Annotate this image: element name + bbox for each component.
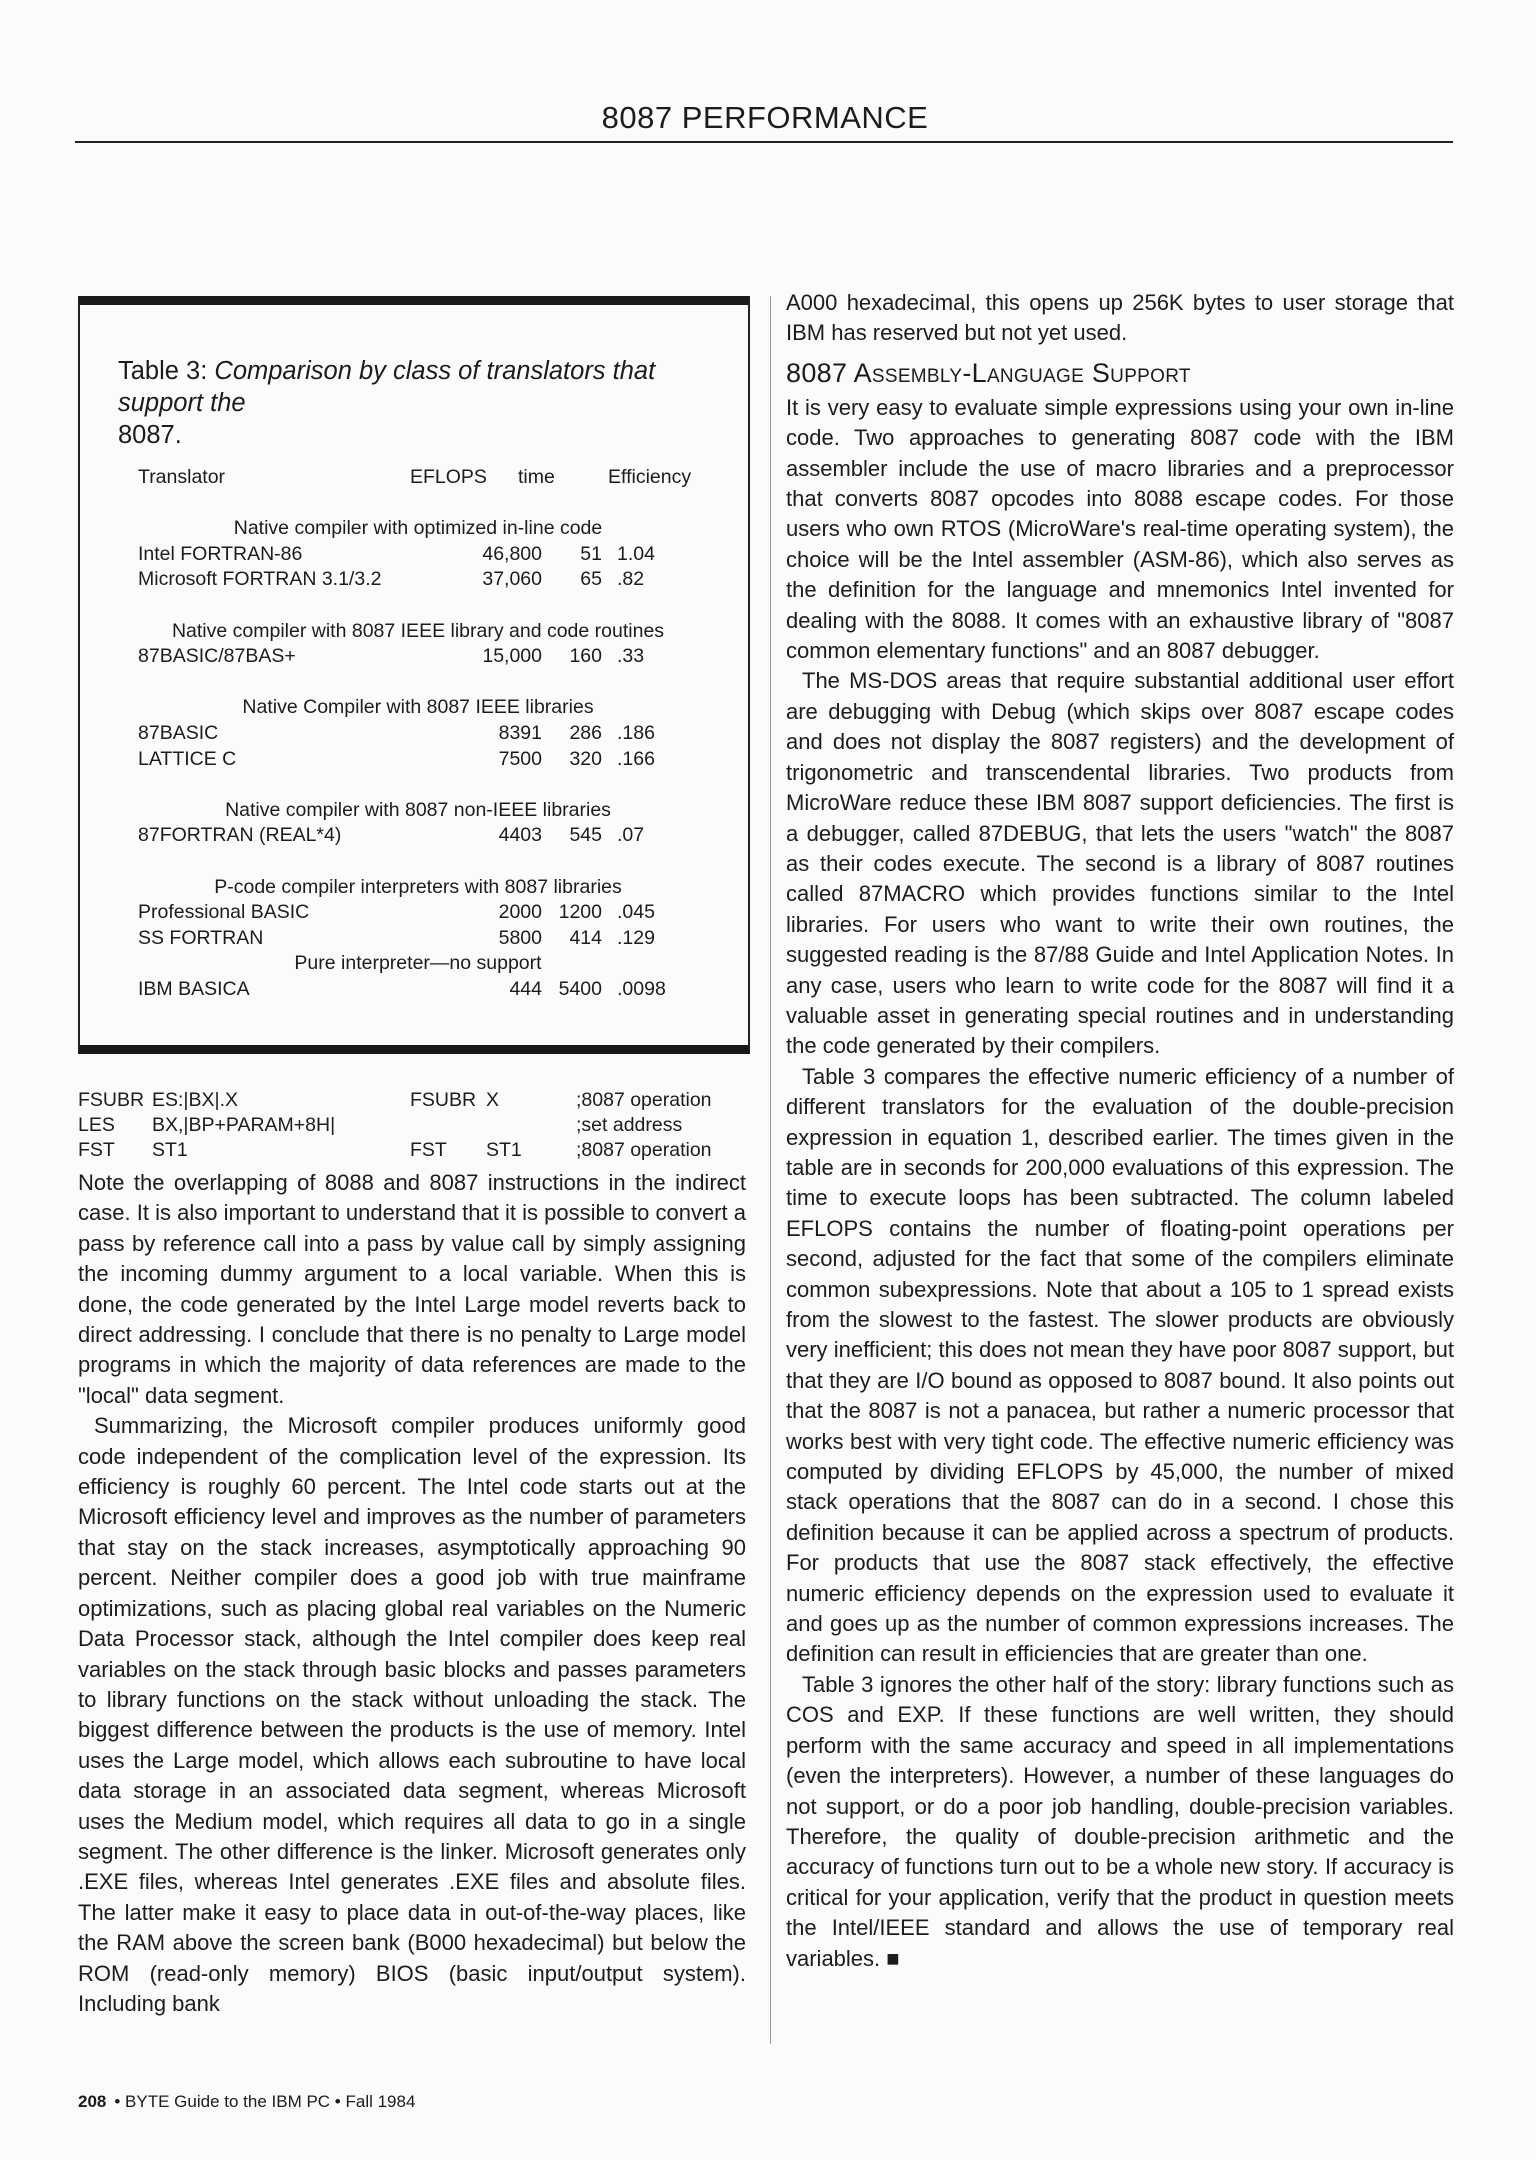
code-token: FSUBR [78, 1089, 145, 1111]
code-listing [78, 1088, 758, 1163]
table-cell: 1200 [558, 901, 602, 924]
table-row [138, 823, 738, 849]
code-token: BX,|BP+PARAM+8H| [152, 1114, 336, 1136]
paragraph: Summarizing, the Microsoft compiler produces uniformly good code independent of the complication level of the expression. Its efficiency is roughly 60 percent. The Intel code starts out at the Microsoft efficiency level and improves as the number of parameters that stay on the stack increases, asymptotically approaching 90 percent. Neither compiler does a good job with true mainframe optimizations, such as placing global real variables on the Numeric Data Processor stack, although the Intel compiler does keep real variables on the stack through basic blocks and passes parameters to library functions on the stack without unloading the stack. The biggest difference between the products is the use of memory. Intel uses the Large model, which allows each subroutine to have local data storage in an associated data segment, whereas Microsoft uses the Medium model, which requires all data to go in a single segment. The other difference is the linker. Microsoft generates only .EXE files, whereas Intel generates .EXE files and absolute files. The latter make it easy to place data in out-of-the-way places, like the RAM above the screen bank (B000 hexadecimal) but below the ROM (read-only memory) BIOS (basic input/output system). Including bank [78, 1413, 746, 2016]
page-number: 208 [78, 2092, 107, 2111]
table-cell: 5400 [558, 977, 602, 1000]
table-row [138, 644, 738, 670]
table-cell: .045 [617, 901, 655, 924]
table-cell: 444 [509, 977, 542, 1000]
column-header: Efficiency [608, 466, 692, 488]
code-token: ;set address [576, 1114, 683, 1136]
code-token: X [486, 1089, 500, 1111]
table-3 [78, 296, 750, 1054]
code-token: ES:|BX|.X [152, 1089, 238, 1111]
spacer [138, 593, 738, 619]
table-row [138, 926, 738, 952]
code-line [78, 1138, 758, 1163]
table-cell: 320 [569, 747, 602, 770]
table-cell: .07 [617, 824, 645, 847]
footer-text: • BYTE Guide to the IBM PC • Fall 1984 [114, 2092, 416, 2111]
footer [78, 2092, 415, 2112]
table-cell: .186 [617, 721, 655, 744]
column-divider [770, 296, 771, 2044]
header-rule [75, 141, 1453, 143]
paragraph: Table 3 ignores the other half of the story: library functions such as COS and EXP. If these functions are well written, they should perform with the same accuracy and speed in all implementations (even the interpreters). However, a number of these languages do not support, or do a poor job handling, double-precision variables. Therefore, the quality of double-precision arithmetic and the accuracy of functions turn out to be a whole new story. If accuracy is critical for your application, verify that the product in question meets the Intel/IEEE standard and allows the use of temporary real variables. ■ [786, 1671, 1454, 1971]
table-cell: 1.04 [617, 542, 655, 565]
group-title: Native compiler with 8087 non-IEEE libraries [225, 798, 611, 821]
table-cell: 160 [569, 645, 602, 668]
running-header [0, 100, 1536, 136]
table-caption-end: 8087. [118, 421, 182, 449]
table-cell: 51 [580, 542, 602, 565]
table-caption-text: Comparison by class of translators that support the [118, 357, 656, 417]
header-title: 8087 PERFORMANCE [601, 100, 929, 135]
paragraph: A000 hexadecimal, this opens up 256K bytes to user storage that IBM has reserved but not yet used. [786, 290, 1454, 346]
table-cell: LATTICE C [138, 747, 237, 770]
column-header: Translator [138, 466, 226, 488]
table-cell: .129 [617, 926, 655, 949]
table-row [138, 747, 738, 773]
code-line [78, 1113, 758, 1138]
code-token: ;8087 operation [576, 1139, 712, 1161]
table-cell: .0098 [617, 977, 666, 1000]
column-header: EFLOPS [410, 466, 487, 488]
group-title: Native Compiler with 8087 IEEE libraries [242, 696, 594, 719]
code-token: FST [78, 1139, 115, 1161]
table-cell: Microsoft FORTRAN 3.1/3.2 [138, 568, 382, 591]
table-cell: 65 [580, 568, 602, 591]
group-title: Native compiler with 8087 IEEE library and code routines [171, 619, 665, 642]
code-token: FSUBR [410, 1089, 477, 1111]
table-cell: .82 [617, 568, 645, 591]
left-column [78, 1168, 746, 2019]
table-cell: 5800 [498, 926, 542, 949]
table-cell: 286 [569, 721, 602, 744]
group-title: Pure interpreter—no support [294, 952, 542, 975]
spacer [138, 670, 738, 696]
code-token: LES [78, 1114, 115, 1136]
table-cell: 4403 [498, 824, 542, 847]
code-token: ST1 [152, 1139, 188, 1161]
table-row [138, 900, 738, 926]
group-title: P-code compiler interpreters with 8087 libraries [214, 875, 622, 898]
table-cell: IBM BASICA [138, 977, 250, 1000]
section-heading: 8087 Assembly-Language Support [786, 357, 1191, 388]
table-cell: 37,060 [482, 568, 542, 591]
table-cell: 8391 [498, 721, 542, 744]
table-cell: 15,000 [482, 645, 542, 668]
table-cell: 414 [569, 926, 602, 949]
table-cell: 87BASIC/87BAS+ [138, 645, 296, 668]
table-row [138, 542, 738, 568]
table-row [138, 721, 738, 747]
spacer [138, 772, 738, 798]
table-row [138, 977, 738, 1003]
table-cell: 87FORTRAN (REAL*4) [138, 824, 342, 847]
table-label: Table 3: [118, 357, 208, 385]
table-body [138, 465, 738, 1002]
table-cell: 545 [569, 824, 602, 847]
table-cell: SS FORTRAN [138, 926, 264, 949]
column-header: time [518, 466, 555, 488]
table-row [138, 567, 738, 593]
table-header-row [138, 465, 738, 491]
table-cell: Professional BASIC [138, 901, 310, 924]
table-cell: 87BASIC [138, 721, 219, 744]
paragraph: The MS-DOS areas that require substantial additional user effort are debugging with Debug (which skips over 8087 escape codes and does not display the 8087 registers) and the development of trigonometric and transcendental libraries. Two products from MicroWare reduce these IBM 8087 support deficiencies. The first is a debugger, called 87DEBUG, that lets the users "watch" the 8087 as their codes execute. The second is a library of 8087 routines called 87MACRO which provides functions similar to the Intel libraries. For users who want to write their own routines, the suggested reading is the 87/88 Guide and Intel Application Notes. In any case, users who learn to write code for the 8087 will find it a valuable asset in generating special routines and in understanding the code generated by their compilers. [786, 668, 1454, 1059]
table-cell: .166 [617, 747, 655, 770]
group-title: Native compiler with optimized in-line code [233, 517, 603, 540]
paragraph: Note the overlapping of 8088 and 8087 instructions in the indirect case. It is also important to understand that it is possible to convert a pass by reference call into a pass by value call by simply assigning the incoming dummy argument to a local variable. When this is done, the code generated by the Intel Large model reverts back to direct addressing. I conclude that there is no penalty to Large model programs in which the majority of data references are made to the "local" data segment. [78, 1170, 746, 1408]
code-line [78, 1088, 758, 1113]
table-cell: 7500 [498, 747, 542, 770]
table-cell: .33 [617, 645, 645, 668]
code-token: FST [410, 1139, 447, 1161]
table-cell: 2000 [498, 901, 542, 924]
paragraph: It is very easy to evaluate simple expressions using your own in-line code. Two approaches to generating 8087 code with the IBM assembler include the use of macro libraries and a preprocessor that converts 8087 opcodes into 8088 escape codes. For those users who own RTOS (MicroWare's real-time operating system), the choice will be the Intel assembler (ASM-86), which also serves as the definition for the language and mnemonics Intel invented for dealing with the 8088. It comes with an exhaustive library of "8087 common elementary functions" and an 8087 debugger. [786, 394, 1454, 664]
spacer [138, 491, 738, 517]
table-cell: 46,800 [482, 542, 542, 565]
table-cell: Intel FORTRAN-86 [138, 542, 303, 565]
right-column [786, 288, 1454, 1974]
table-caption [118, 355, 728, 451]
code-token: ;8087 operation [576, 1089, 712, 1111]
code-token: ST1 [486, 1139, 522, 1161]
spacer [138, 849, 738, 875]
paragraph: Table 3 compares the effective numeric efficiency of a number of different translators for the evaluation of the double-precision expression in equation 1, described earlier. The times given in the table are in seconds for 200,000 evaluations of this expression. The time to execute loops has been subtracted. The column labeled EFLOPS contains the number of floating-point operations per second, adjusted for the fact that some of the compilers eliminate common subexpressions. Note that about a 105 to 1 spread exists from the slowest to the fastest. The slower products are obviously very inefficient; this does not mean they have poor 8087 support, but that they are I/O bound as opposed to 8087 bound. It also points out that the 8087 is not a panacea, but rather a numeric processor that works best with very tight code. The effective numeric efficiency was computed by dividing EFLOPS by 45,000, the number of mixed stack operations that the 8087 can do in a second. I chose this definition because it can be applied across a spectrum of products. For products that use the 8087 stack effectively, the effective numeric efficiency depends on the expression used to evaluate it and goes up as the number of common expressions increases. The definition can result in efficiencies that are greater than one. [786, 1063, 1454, 1667]
